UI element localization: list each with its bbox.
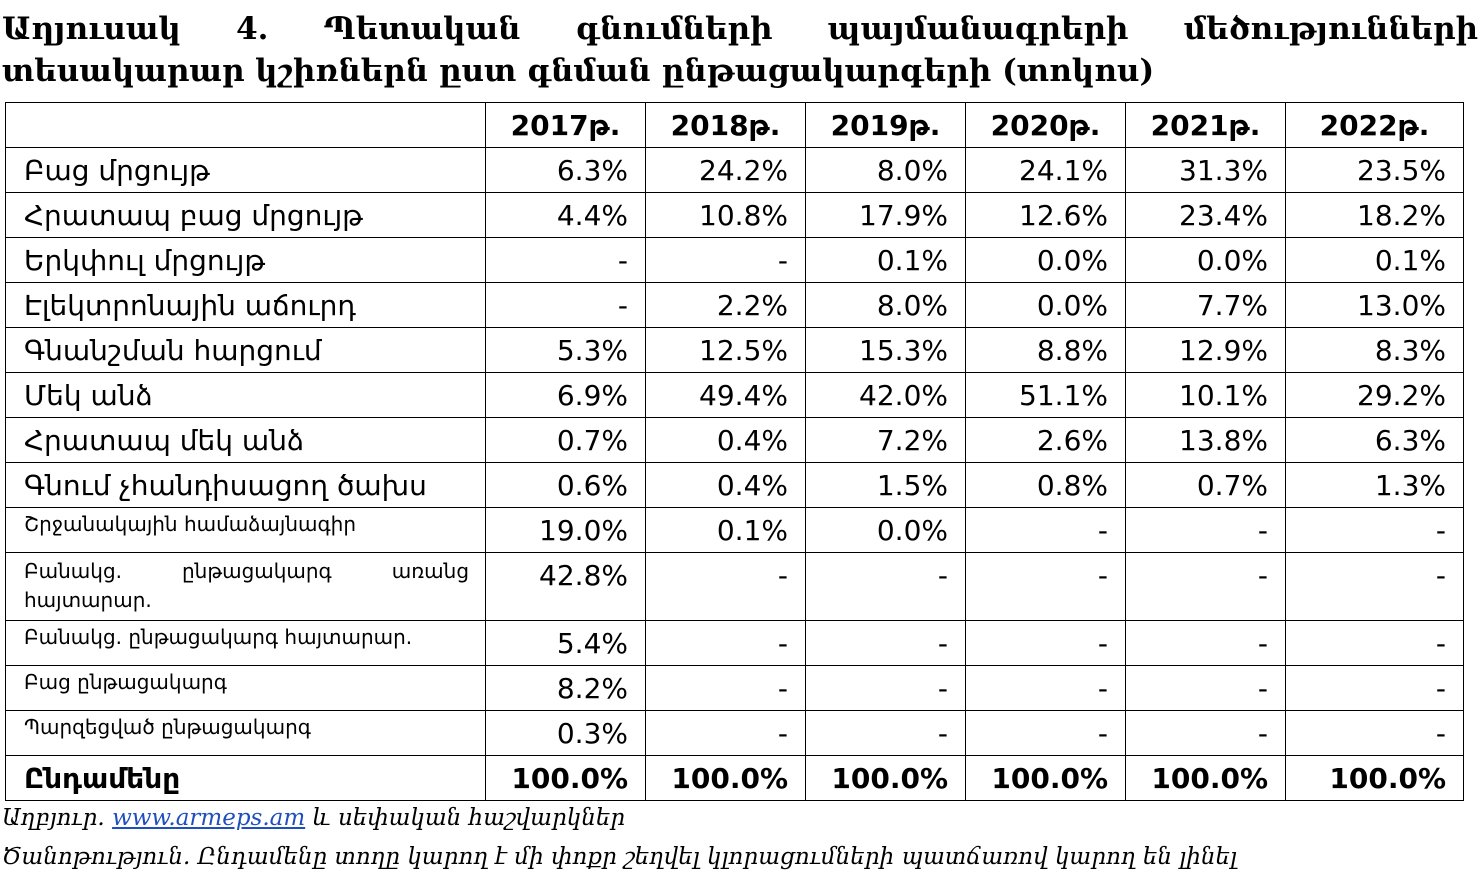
value-cell: - [646, 553, 806, 621]
value-cell: 17.9% [806, 193, 966, 238]
corner-cell [6, 103, 486, 148]
total-value-cell: 100.0% [806, 756, 966, 801]
total-value-cell: 100.0% [486, 756, 646, 801]
value-cell: 29.2% [1286, 373, 1464, 418]
value-cell: 2.2% [646, 283, 806, 328]
header-row [6, 103, 1464, 148]
value-cell: - [646, 621, 806, 666]
year-header: 2018թ. [646, 103, 806, 148]
table-row [6, 238, 1464, 283]
table-row [6, 283, 1464, 328]
value-cell: - [1126, 508, 1286, 553]
value-cell: 6.3% [486, 148, 646, 193]
total-value-cell: 100.0% [966, 756, 1126, 801]
footnote: Ծանոթություն. Ընդամենը տողը կարող է մի փոքր շեղվել կլորացումների պատճառով կարող են լինել [2, 844, 1237, 870]
value-cell: 42.0% [806, 373, 966, 418]
value-cell: 6.3% [1286, 418, 1464, 463]
value-cell: 13.8% [1126, 418, 1286, 463]
value-cell: 0.3% [486, 711, 646, 756]
value-cell: 4.4% [486, 193, 646, 238]
total-value-cell: 100.0% [1286, 756, 1464, 801]
value-cell: - [1286, 508, 1464, 553]
value-cell: 0.0% [806, 508, 966, 553]
table-row [6, 711, 1464, 756]
value-cell: - [966, 711, 1126, 756]
value-cell: - [966, 621, 1126, 666]
table-row [6, 508, 1464, 553]
value-cell: - [646, 711, 806, 756]
value-cell: 0.0% [966, 283, 1126, 328]
row-label: Երկփուլ մրցույթ [6, 238, 486, 283]
value-cell: 42.8% [486, 553, 646, 621]
table-row [6, 553, 1464, 621]
value-cell: 1.5% [806, 463, 966, 508]
total-value-cell: 100.0% [1126, 756, 1286, 801]
value-cell: - [966, 508, 1126, 553]
source-prefix: Աղբյուր. [2, 805, 105, 831]
row-label: Բանակց. ընթացակարգ հայտարար. [6, 621, 486, 666]
value-cell: 10.8% [646, 193, 806, 238]
value-cell: - [1126, 621, 1286, 666]
value-cell: 8.0% [806, 148, 966, 193]
table-row [6, 148, 1464, 193]
value-cell: 12.9% [1126, 328, 1286, 373]
value-cell: - [806, 666, 966, 711]
value-cell: 5.4% [486, 621, 646, 666]
value-cell: 19.0% [486, 508, 646, 553]
value-cell: 0.1% [1286, 238, 1464, 283]
value-cell: 12.6% [966, 193, 1126, 238]
total-row [6, 756, 1464, 801]
value-cell: 13.0% [1286, 283, 1464, 328]
value-cell: - [1286, 553, 1464, 621]
table-row [6, 666, 1464, 711]
table-row [6, 418, 1464, 463]
value-cell: - [806, 621, 966, 666]
value-cell: 0.0% [1126, 238, 1286, 283]
value-cell: 51.1% [966, 373, 1126, 418]
row-label: Գնանշման հարցում [6, 328, 486, 373]
value-cell: - [966, 553, 1126, 621]
value-cell: 23.5% [1286, 148, 1464, 193]
row-label: Պարզեցված ընթացակարգ [6, 711, 486, 756]
table-row [6, 463, 1464, 508]
value-cell: 0.8% [966, 463, 1126, 508]
year-header: 2019թ. [806, 103, 966, 148]
value-cell: 6.9% [486, 373, 646, 418]
row-label: Գնում չհանդիսացող ծախս [6, 463, 486, 508]
total-value-cell: 100.0% [646, 756, 806, 801]
value-cell: - [1126, 666, 1286, 711]
value-cell: - [1286, 711, 1464, 756]
year-header: 2022թ. [1286, 103, 1464, 148]
value-cell: 1.3% [1286, 463, 1464, 508]
value-cell: - [1126, 711, 1286, 756]
value-cell: 0.0% [966, 238, 1126, 283]
value-cell: 0.7% [486, 418, 646, 463]
value-cell: 49.4% [646, 373, 806, 418]
value-cell: - [646, 238, 806, 283]
value-cell: - [1286, 621, 1464, 666]
total-label: Ընդամենը [6, 756, 486, 801]
value-cell: 0.4% [646, 463, 806, 508]
value-cell: - [966, 666, 1126, 711]
value-cell: 0.7% [1126, 463, 1286, 508]
row-label: Հրատապ բաց մրցույթ [6, 193, 486, 238]
year-header: 2020թ. [966, 103, 1126, 148]
source-suffix: և սեփական հաշվարկներ [312, 805, 626, 831]
table-row [6, 621, 1464, 666]
row-label: Բաց ընթացակարգ [6, 666, 486, 711]
value-cell: 31.3% [1126, 148, 1286, 193]
table-row [6, 328, 1464, 373]
value-cell: 5.3% [486, 328, 646, 373]
value-cell: 0.4% [646, 418, 806, 463]
value-cell: 24.1% [966, 148, 1126, 193]
value-cell: 8.2% [486, 666, 646, 711]
value-cell: 2.6% [966, 418, 1126, 463]
value-cell: 8.3% [1286, 328, 1464, 373]
year-header: 2021թ. [1126, 103, 1286, 148]
year-header: 2017թ. [486, 103, 646, 148]
row-label: Բաց մրցույթ [6, 148, 486, 193]
value-cell: - [486, 283, 646, 328]
source-line [2, 801, 625, 835]
value-cell: - [486, 238, 646, 283]
value-cell: 7.7% [1126, 283, 1286, 328]
table-caption: Աղյուսակ 4. Պետական գնումների պայմանագրերի մեծությունների տեսակարար կշիռներն ըստ գնման ընթացակարգերի (տոկոս) [2, 11, 1478, 89]
value-cell: 10.1% [1126, 373, 1286, 418]
table-row [6, 373, 1464, 418]
value-cell: 12.5% [646, 328, 806, 373]
value-cell: - [1126, 553, 1286, 621]
value-cell: 8.0% [806, 283, 966, 328]
row-label: Էլեկտրոնային աճուրդ [6, 283, 486, 328]
source-link[interactable]: www.armeps.am [112, 805, 306, 831]
row-label: Մեկ անձ [6, 373, 486, 418]
value-cell: 15.3% [806, 328, 966, 373]
procurement-share-table [5, 102, 1464, 801]
value-cell: - [646, 666, 806, 711]
value-cell: 0.6% [486, 463, 646, 508]
row-label: Բանակց. ընթացակարգ առանց հայտարար. [6, 553, 486, 621]
row-label: Հրատապ մեկ անձ [6, 418, 486, 463]
value-cell: - [806, 553, 966, 621]
value-cell: - [806, 711, 966, 756]
value-cell: 18.2% [1286, 193, 1464, 238]
value-cell: 7.2% [806, 418, 966, 463]
value-cell: - [1286, 666, 1464, 711]
value-cell: 0.1% [806, 238, 966, 283]
row-label: Շրջանակային համաձայնագիր [6, 508, 486, 553]
value-cell: 0.1% [646, 508, 806, 553]
value-cell: 8.8% [966, 328, 1126, 373]
table-row [6, 193, 1464, 238]
value-cell: 23.4% [1126, 193, 1286, 238]
value-cell: 24.2% [646, 148, 806, 193]
